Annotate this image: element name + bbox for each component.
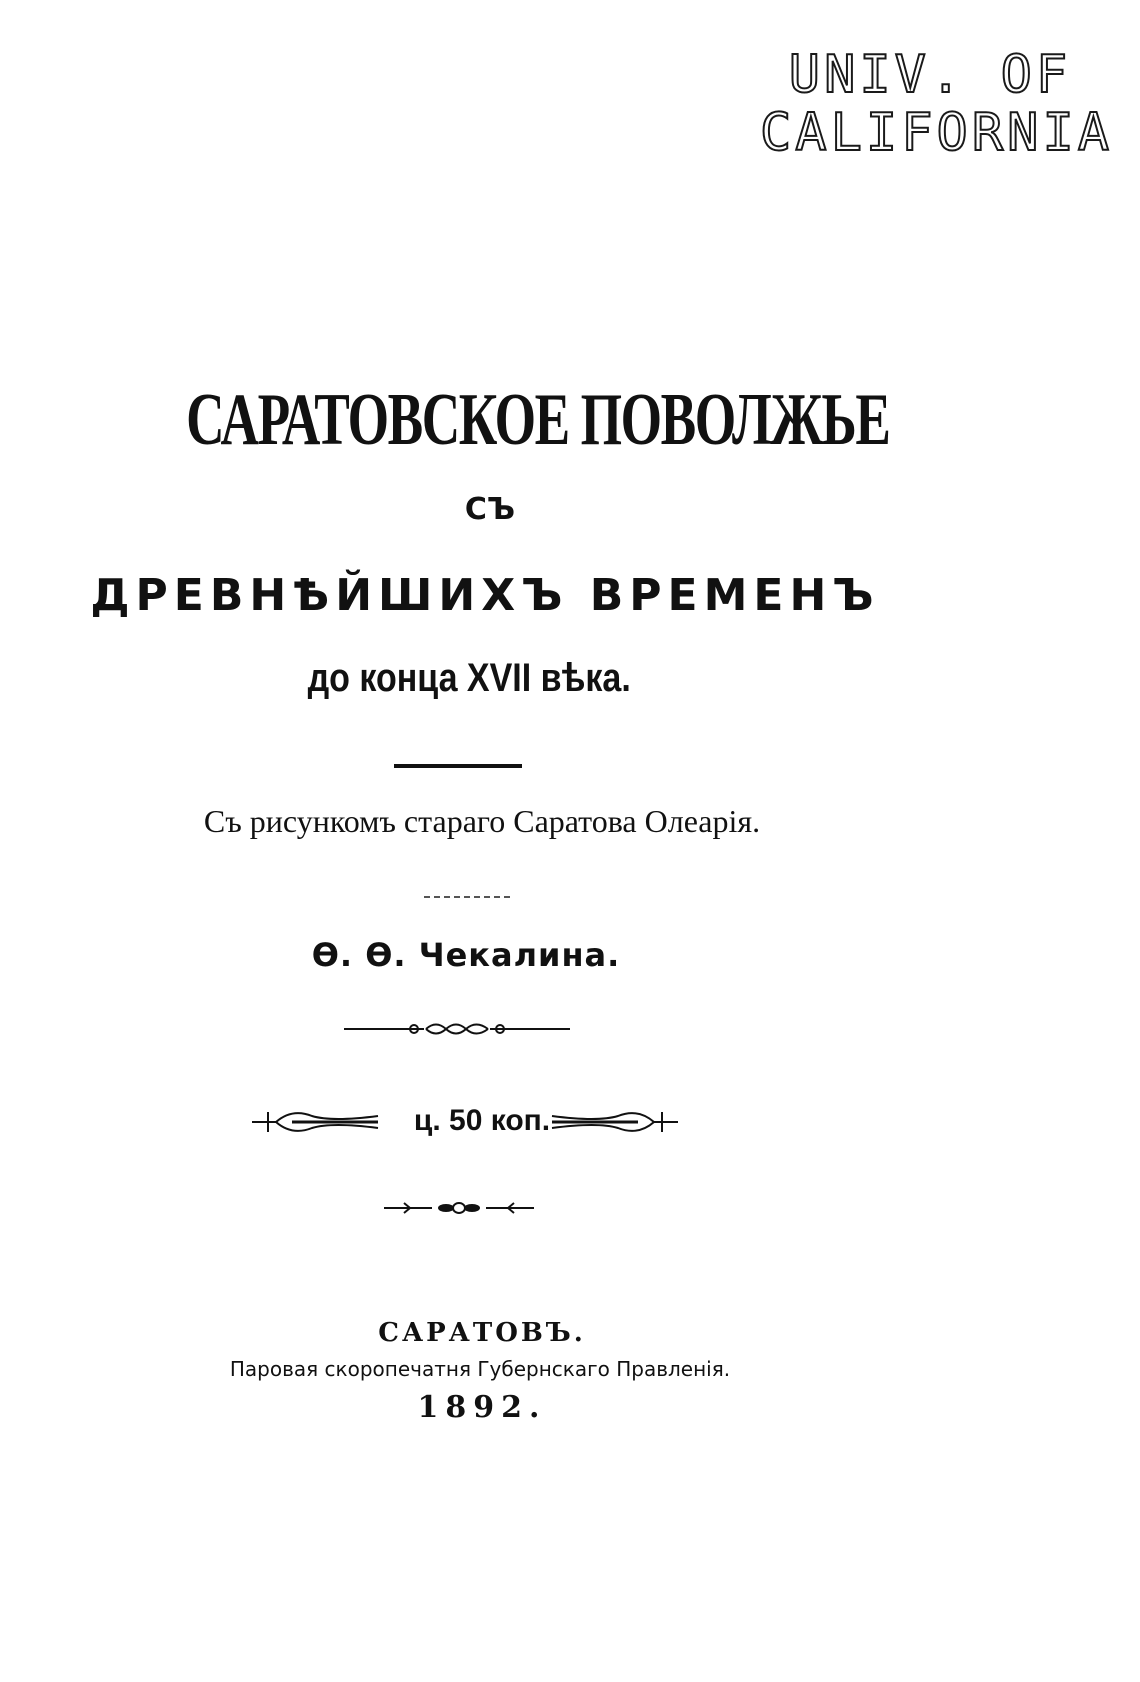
author-name: Ѳ. Ѳ. Чекалина. [311,936,621,974]
library-stamp [760,45,1114,163]
ornament-divider-icon [344,1018,570,1040]
stamp-line-2: CALIFORNIA [760,103,1114,163]
subtitle: Съ рисункомъ стараго Саратова Олеарія. [203,803,761,839]
imprint-city: САРАТОВЪ. [378,1318,586,1348]
dotted-divider [424,896,510,898]
stamp-line-1: UNIV. OF [788,45,1072,105]
right-price-flourish-icon [548,1102,678,1142]
book-title: САРАТОВСКОЕ ПОВОЛЖЬЕ [186,379,890,461]
price-label: ц. 50 коп. [413,1104,551,1137]
imprint-press: Паровая скоропечатня Губернскаго Правленія. [229,1357,731,1381]
small-ornament-icon [384,1200,534,1216]
title-ancient-times: ДРЕВНѢЙШИХЪ ВРЕМЕНЪ [90,570,880,621]
title-century: до конца XVII вѣка. [307,656,631,700]
imprint-year: 1892. [417,1390,547,1425]
title-divider [394,764,522,768]
title-preposition: СЪ [464,492,516,527]
